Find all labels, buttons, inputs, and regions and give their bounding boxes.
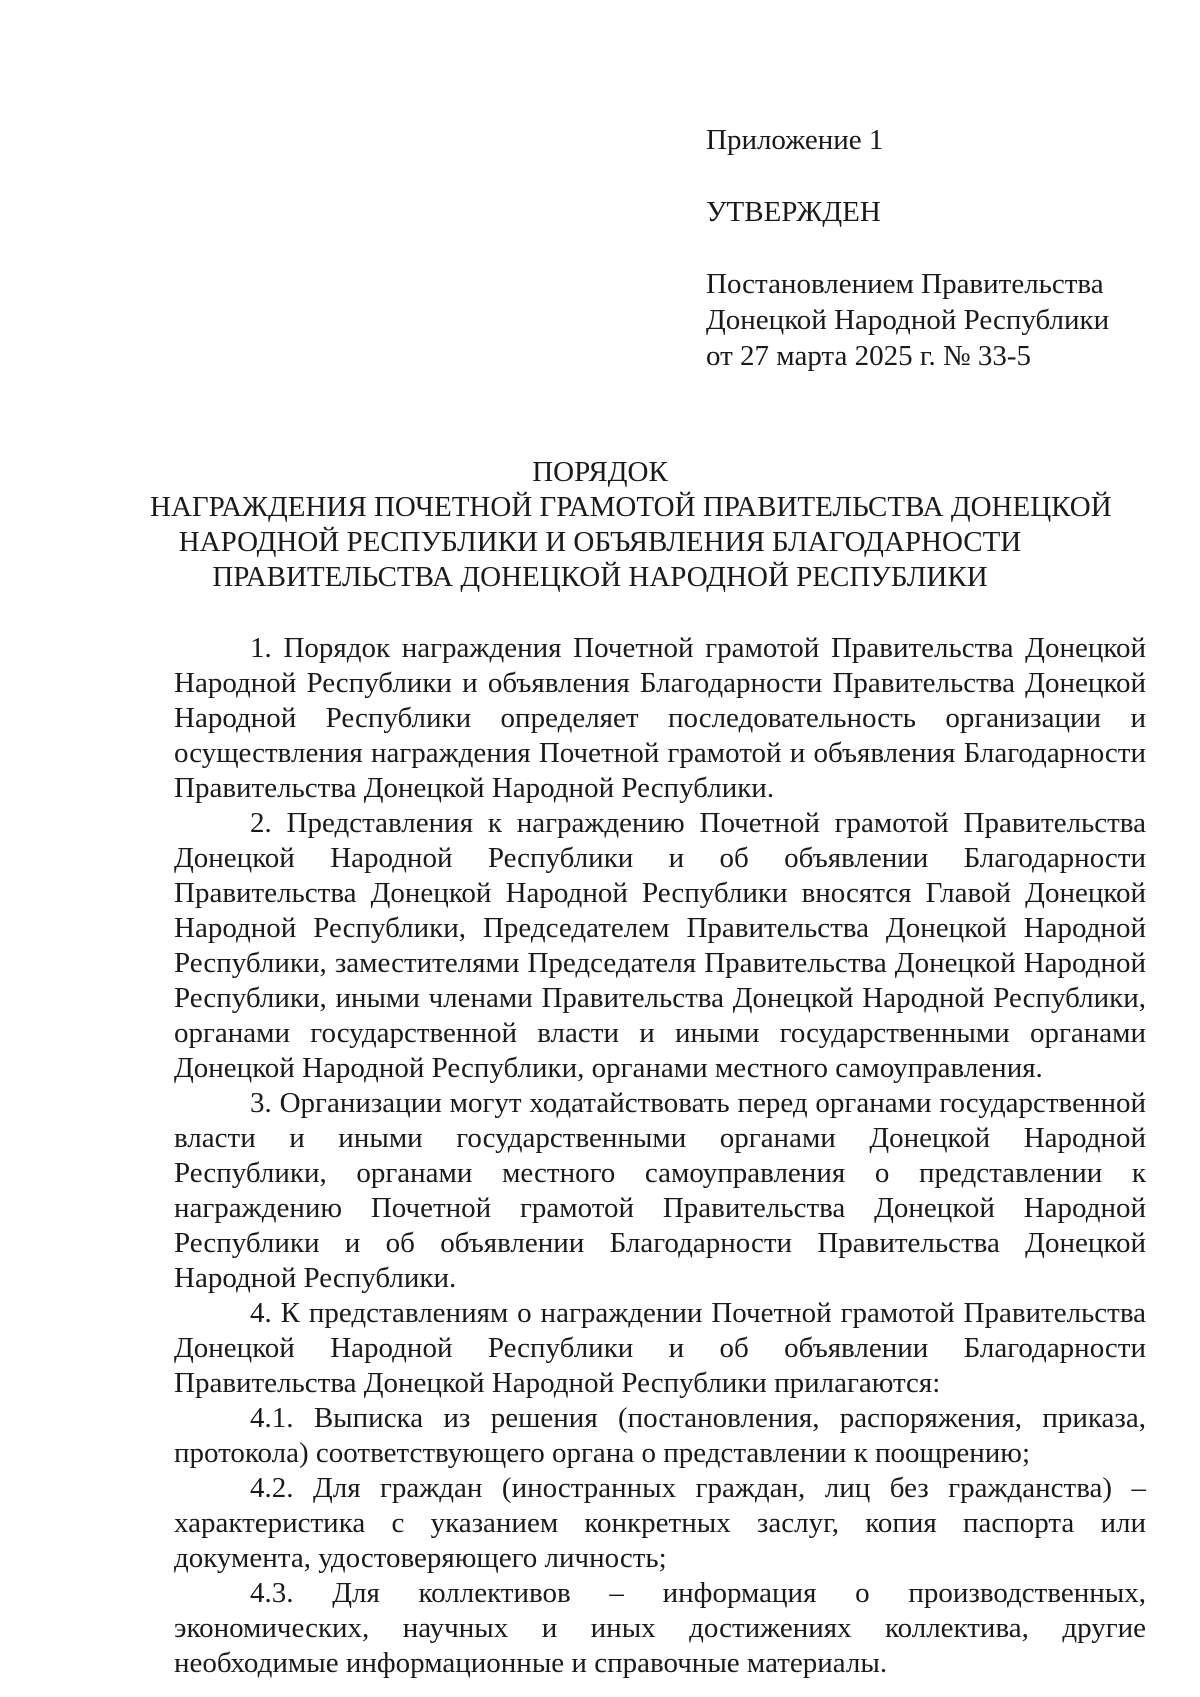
approved-label: УТВЕРЖДЕН [706,196,881,228]
document-body [174,631,1146,1681]
paragraph-4-2: 4.2. Для граждан (иностранных граждан, лиц без гражданства) – характеристика с указанием конкретных заслуг, копия паспорта или документа, удостоверяющего личность; [174,1472,1146,1574]
document-title [150,455,1112,595]
approved-by-line-2: Донецкой Народной Республики [706,304,1110,336]
paragraph-4-3: 4.3. Для коллективов – информация о производственных, экономических, научных и иных достижениях коллектива, другие необходимые информационные и справочные материалы. [174,1577,1146,1679]
approved-by-line-3: от 27 марта 2025 г. № 33-5 [706,340,1032,372]
title-line-1: ПОРЯДОК [532,456,668,488]
paragraph-3: 3. Организации могут ходатайствовать перед органами государственной власти и иными государственными органами Донецкой Народной Республики, органами местного самоуправления о представлении к награждению Почетной грамотой Правительства Донецкой Народной Республики и об объявлении Благодарности Правительства Донецкой Народной Республики. [174,1087,1146,1294]
appendix-label: Приложение 1 [706,124,884,156]
paragraph-2: 2. Представления к награждению Почетной грамотой Правительства Донецкой Народной Республики и об объявлении Благодарности Правительства Донецкой Народной Республики вносятся Главой Донецкой Народной Республики, Председателем Правительства Донецкой Народной Республики, заместителями Председателя Правительства Донецкой Народной Республики, иными членами Правительства Донецкой Народной Республики, органами государственной власти и иными государственными органами Донецкой Народной Республики, органами местного самоуправления. [174,807,1146,1084]
approval-block [706,122,1146,374]
title-line-4: ПРАВИТЕЛЬСТВА ДОНЕЦКОЙ НАРОДНОЙ РЕСПУБЛИКИ [212,561,988,593]
paragraph-4: 4. К представлениям о награждении Почетной грамотой Правительства Донецкой Народной Республики и об объявлении Благодарности Правительства Донецкой Народной Республики прилагаются: [174,1297,1146,1399]
paragraph-1: 1. Порядок награждения Почетной грамотой Правительства Донецкой Народной Республики и объявления Благодарности Правительства Донецкой Народной Республики определяет последовательность организации и осуществления награждения Почетной грамотой и объявления Благодарности Правительства Донецкой Народной Республики. [174,632,1146,804]
title-line-2: НАГРАЖДЕНИЯ ПОЧЕТНОЙ ГРАМОТОЙ ПРАВИТЕЛЬСТВА ДОНЕЦКОЙ [150,491,1112,523]
approved-by-line-1: Постановлением Правительства [706,268,1104,300]
title-line-3: НАРОДНОЙ РЕСПУБЛИКИ И ОБЪЯВЛЕНИЯ БЛАГОДАРНОСТИ [178,526,1022,558]
paragraph-4-1: 4.1. Выписка из решения (постановления, распоряжения, приказа, протокола) соответствующего органа о представлении к поощрению; [174,1402,1146,1469]
